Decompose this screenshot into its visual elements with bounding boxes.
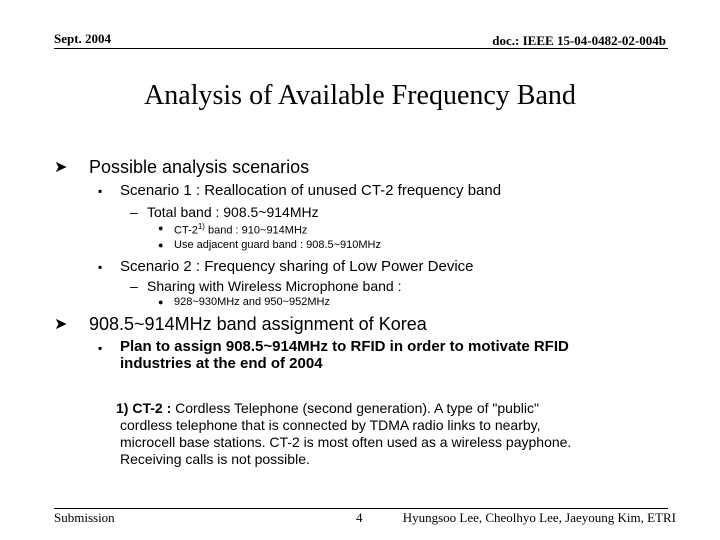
footnote-line-4: Receiving calls is not possible.: [120, 451, 310, 467]
footnote-label: 1) CT-2 :: [116, 400, 172, 416]
dot-bullet-icon: ●: [158, 297, 164, 307]
footer-authors: Hyungsoo Lee, Cheolhyo Lee, Jaeyoung Kim, ETRI: [402, 510, 676, 525]
footer-page-number: 4: [356, 510, 363, 525]
dot-bullet-icon: ●: [158, 223, 164, 233]
bullet-text: 908.5~914MHz band assignment of Korea: [89, 314, 427, 334]
footer-submission: Submission: [54, 510, 115, 525]
plan-line-1: Plan to assign 908.5~914MHz to RFID in order to motivate RFID: [120, 338, 569, 355]
footnote-line-3: microcell base stations. CT-2 is most often used as a wireless payphone.: [120, 434, 572, 450]
bullet-text: Scenario 2 : Frequency sharing of Low Power Device: [120, 258, 474, 275]
bullet-text: Scenario 1 : Reallocation of unused CT-2 frequency band: [120, 182, 502, 199]
bullet-scenario-2: [98, 258, 474, 275]
plan-line-2: industries at the end of 2004: [120, 355, 323, 372]
bullet-text: 928~930MHz and 950~952MHz: [174, 296, 330, 308]
bullet-sharing-wireless-mic: [130, 278, 401, 294]
dash-bullet-icon: –: [130, 278, 138, 294]
bullet-guard-band: [158, 239, 381, 251]
square-bullet-icon: ▪: [98, 260, 103, 274]
bullet-korea-assignment: [54, 314, 427, 335]
bullet-ct2-band: [158, 222, 307, 237]
bullet-text: Total band : 908.5~914MHz: [147, 204, 319, 220]
footnote-line-2: cordless telephone that is connected by TDMA radio links to nearby,: [120, 417, 541, 433]
arrow-bullet-icon: ➤: [54, 316, 68, 333]
square-bullet-icon: ▪: [98, 184, 103, 198]
arrow-bullet-icon: ➤: [54, 159, 68, 176]
bullet-possible-scenarios: [54, 157, 309, 178]
bullet-scenario-1: [98, 182, 501, 199]
header-doc-id: doc.: IEEE 15-04-0482-02-004b: [492, 33, 666, 48]
bullet-text: Possible analysis scenarios: [89, 157, 310, 177]
bullet-text: Use adjacent guard band : 908.5~910MHz: [174, 239, 382, 251]
footer-rule: [54, 508, 668, 509]
ct2-label: CT-2: [174, 224, 198, 237]
bullet-mic-bands: [158, 296, 330, 308]
dot-bullet-icon: ●: [158, 240, 164, 250]
footnote-marker: 1): [197, 222, 205, 231]
dash-bullet-icon: –: [130, 204, 138, 220]
header-rule: [54, 48, 668, 49]
header-date: Sept. 2004: [54, 31, 112, 46]
bullet-rfid-plan: [98, 338, 569, 372]
square-bullet-icon: ▪: [98, 341, 103, 355]
ct2-band-text: band : 910~914MHz: [204, 224, 308, 237]
footnote-ct2: [116, 400, 571, 468]
bullet-total-band: [130, 204, 319, 220]
slide-title: Analysis of Available Frequency Band: [144, 80, 576, 111]
bullet-text: Sharing with Wireless Microphone band :: [147, 278, 402, 294]
footnote-line-1: Cordless Telephone (second generation). A type of "public": [171, 400, 539, 416]
